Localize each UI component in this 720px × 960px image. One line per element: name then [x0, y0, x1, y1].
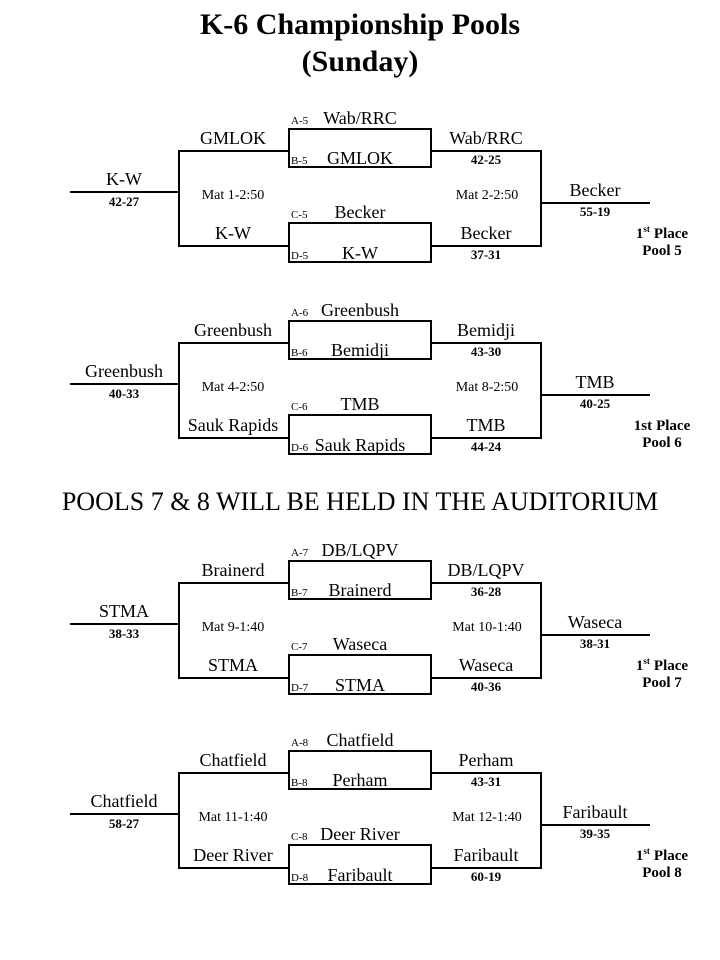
champion-score: 55-19: [579, 204, 611, 219]
match-slot-a: [288, 300, 432, 320]
winner-top-score: 36-28: [470, 584, 502, 599]
winner-top-name: Perham: [458, 750, 514, 770]
team-name: Waseca: [332, 634, 388, 654]
pool-bracket-7: [0, 540, 720, 700]
winner-bottom-name: Faribault: [453, 845, 519, 865]
feeder-score: 42-27: [108, 194, 140, 209]
place-label: [606, 848, 718, 882]
mat-assignment-right: Mat 8-2:50: [455, 380, 519, 395]
place-word: Place: [653, 658, 689, 674]
winner-bottom-score: 37-31: [470, 247, 502, 262]
place-label: [606, 658, 718, 692]
team-name: GMLOK: [327, 148, 393, 168]
team-name: Greenbush: [321, 300, 399, 320]
mat-assignment-left: Mat 11-1:40: [198, 810, 268, 825]
champion-score: 40-25: [579, 396, 611, 411]
team-name: K-W: [342, 243, 378, 263]
winner-bottom-name: Becker: [460, 223, 512, 243]
team-name: Sauk Rapids: [314, 435, 406, 455]
team-name: Faribault: [327, 865, 393, 885]
branch-bottom-team-name: Sauk Rapids: [187, 415, 279, 435]
mat-assignment-left: Mat 9-1:40: [201, 620, 265, 635]
seed-label: D-7: [291, 682, 309, 694]
pool-bracket-5: [0, 108, 720, 268]
place-ordinal: st: [643, 224, 650, 234]
feeder-line: [70, 813, 178, 815]
feeder-score: 58-27: [108, 816, 140, 831]
branch-bottom-line: [178, 677, 288, 679]
seed-label: A-8: [291, 737, 309, 749]
seed-label: C-8: [291, 831, 308, 843]
team-name: Bemidji: [331, 340, 389, 360]
match-slot-a: [288, 108, 432, 128]
match-slot-d: [288, 435, 432, 455]
mat-assignment-right: Mat 12-1:40: [452, 810, 522, 825]
seed-label: D-5: [291, 250, 309, 262]
branch-top-team-name: Brainerd: [201, 560, 265, 580]
place-number: 1: [635, 658, 644, 674]
feeder-team-name: STMA: [98, 601, 149, 621]
seed-label: B-7: [291, 587, 308, 599]
team-name: TMB: [340, 394, 380, 414]
team-name: Chatfield: [326, 730, 394, 750]
feeder-team-name: K-W: [106, 169, 142, 189]
feeder-line: [70, 191, 178, 193]
winner-bottom-score: 60-19: [470, 869, 502, 884]
match-slot-c: [288, 634, 432, 654]
place-ordinal: st: [643, 846, 650, 856]
match-slot-b: [288, 148, 432, 168]
branch-top-line: [178, 150, 288, 152]
place-word: Place: [653, 226, 689, 242]
branch-top-line: [178, 342, 288, 344]
seed-label: B-5: [291, 155, 308, 167]
feeder-line: [70, 383, 178, 385]
place-label: [606, 226, 718, 260]
winner-top-name: Wab/RRC: [449, 128, 523, 148]
place-word: Place: [653, 848, 689, 864]
winner-top-name: Bemidji: [457, 320, 515, 340]
feeder-team-name: Chatfield: [90, 791, 158, 811]
champion-score: 38-31: [579, 636, 611, 651]
place-number: 1: [635, 848, 644, 864]
auditorium-banner: POOLS 7 & 8 WILL BE HELD IN THE AUDITORIUM: [61, 487, 659, 516]
slide-title-line1: K-6 Championship Pools: [199, 8, 521, 41]
winner-top-score: 43-30: [470, 344, 502, 359]
place-pool-name: Pool 8: [642, 865, 682, 881]
match-slot-c: [288, 824, 432, 844]
match-slot-a: [288, 730, 432, 750]
team-name: Wab/RRC: [323, 108, 397, 128]
place-line1: [606, 226, 718, 243]
branch-bottom-line: [178, 245, 288, 247]
mat-assignment-left: Mat 4-2:50: [201, 380, 265, 395]
branch-bottom-team-name: STMA: [207, 655, 258, 675]
seed-label: A-5: [291, 115, 309, 127]
champion-name: Faribault: [562, 802, 628, 822]
winner-bottom-score: 40-36: [470, 679, 502, 694]
seed-label: C-6: [291, 401, 308, 413]
match-slot-c: [288, 394, 432, 414]
branch-bottom-line: [178, 867, 288, 869]
feeder-team-name: Greenbush: [85, 361, 163, 381]
place-pool-name: Pool 5: [642, 243, 682, 259]
match-slot-d: [288, 675, 432, 695]
pool-bracket-6: [0, 300, 720, 460]
winner-bottom-score: 44-24: [470, 439, 502, 454]
team-name: Deer River: [320, 824, 400, 844]
seed-label: A-6: [291, 307, 309, 319]
place-ordinal: st: [643, 656, 650, 666]
slide-title: [0, 6, 720, 80]
winner-bottom-name: Waseca: [458, 655, 514, 675]
feeder-score: 40-33: [108, 386, 140, 401]
branch-top-line: [178, 772, 288, 774]
winner-top-name: DB/LQPV: [447, 560, 525, 580]
winner-bottom-name: TMB: [466, 415, 506, 435]
winner-top-score: 43-31: [470, 774, 502, 789]
place-number: 1st: [633, 418, 653, 434]
mat-assignment-right: Mat 2-2:50: [455, 188, 519, 203]
place-line1: [606, 658, 718, 675]
seed-label: C-7: [291, 641, 308, 653]
team-name: Perham: [332, 770, 388, 790]
team-name: DB/LQPV: [321, 540, 399, 560]
match-slot-b: [288, 770, 432, 790]
place-pool-name: Pool 6: [642, 435, 682, 451]
champion-name: TMB: [575, 372, 615, 392]
match-slot-c: [288, 202, 432, 222]
winner-top-score: 42-25: [470, 152, 502, 167]
match-slot-d: [288, 243, 432, 263]
place-line1: [606, 418, 718, 435]
branch-top-team-name: Greenbush: [194, 320, 272, 340]
seed-label: C-5: [291, 209, 308, 221]
match-slot-b: [288, 580, 432, 600]
team-name: Brainerd: [328, 580, 392, 600]
place-label: [606, 418, 718, 452]
branch-bottom-team-name: K-W: [215, 223, 251, 243]
team-name: STMA: [334, 675, 385, 695]
place-number: 1: [635, 226, 644, 242]
slide-title-line2: (Sunday): [301, 45, 419, 78]
team-name: Becker: [334, 202, 386, 222]
match-slot-a: [288, 540, 432, 560]
champion-name: Becker: [569, 180, 621, 200]
branch-top-line: [178, 582, 288, 584]
feeder-line: [70, 623, 178, 625]
seed-label: A-7: [291, 547, 309, 559]
champion-name: Waseca: [567, 612, 623, 632]
match-slot-b: [288, 340, 432, 360]
place-word: Place: [656, 418, 691, 434]
mat-assignment-right: Mat 10-1:40: [452, 620, 522, 635]
branch-top-team-name: GMLOK: [200, 128, 266, 148]
place-line1: [606, 848, 718, 865]
branch-bottom-team-name: Deer River: [193, 845, 273, 865]
place-pool-name: Pool 7: [642, 675, 682, 691]
match-slot-d: [288, 865, 432, 885]
champion-score: 39-35: [579, 826, 611, 841]
mat-assignment-left: Mat 1-2:50: [201, 188, 265, 203]
feeder-score: 38-33: [108, 626, 140, 641]
seed-label: D-8: [291, 872, 309, 884]
branch-top-team-name: Chatfield: [199, 750, 267, 770]
seed-label: D-6: [291, 442, 309, 454]
seed-label: B-8: [291, 777, 308, 789]
pool-bracket-8: [0, 730, 720, 890]
seed-label: B-6: [291, 347, 308, 359]
branch-bottom-line: [178, 437, 288, 439]
